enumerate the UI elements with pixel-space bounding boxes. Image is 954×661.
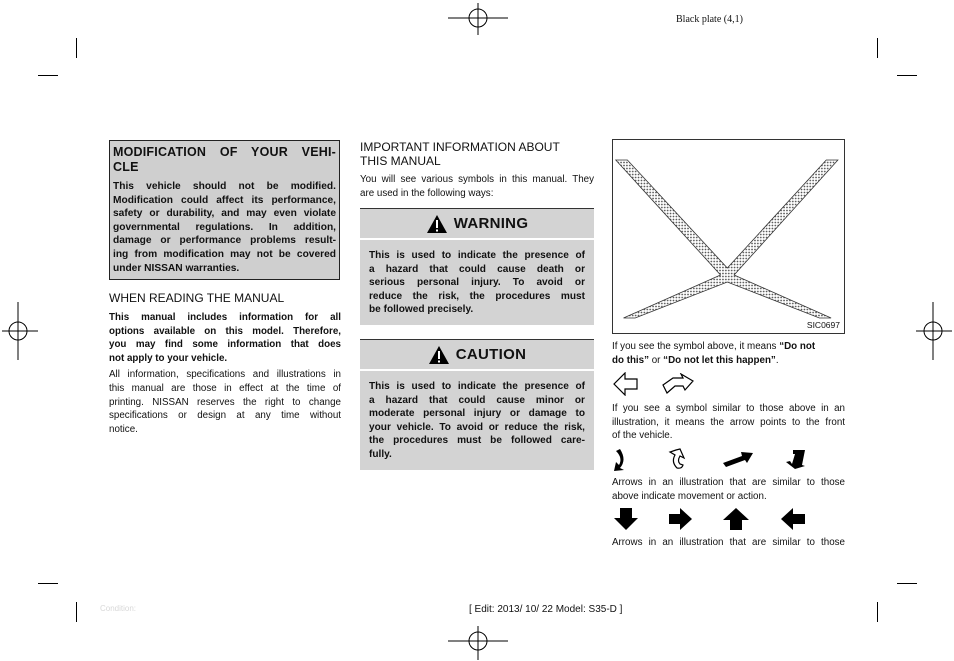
outline-left-arrow-icon xyxy=(613,372,639,396)
prohibition-figure xyxy=(612,139,845,334)
front-text: If you see a symbol similar to those above in an illustration, it means the arrow points to the front of the vehicle. xyxy=(612,403,845,442)
figure-code: SIC0697 xyxy=(806,320,840,330)
x-symbol-text: If you see the symbol above, it means “Do not do this” or “Do not let this happen”. xyxy=(612,341,816,366)
caution-box xyxy=(360,339,594,470)
bent-arrow-icon xyxy=(785,448,807,470)
modification-text: This vehicle should not be modified. Modification could affect its performance, safety or durability, and may even violate governmental regulations. In addition, damage or performance problems result- ing from modification may not be covered under NISSAN warranties. xyxy=(113,181,336,274)
last-line-text: Arrows in an illustration that are similar to those xyxy=(612,537,845,548)
warning-header xyxy=(360,208,594,240)
left-arrow-icon xyxy=(780,507,806,531)
caution-triangle-icon xyxy=(428,345,450,365)
condition-label: Condition: xyxy=(100,604,137,613)
caution-text: This is used to indicate the presence of a hazard that could cause minor or moderate personal injury or damage to your vehicle. To avoid or reduce the risk, the procedures must be followed care- fully. xyxy=(369,381,585,460)
warning-triangle-icon xyxy=(426,214,448,234)
crosshair-icon xyxy=(448,3,508,35)
reading-bold-text: This manual includes information for all options available on this model. Therefore, you may find some information that does not apply to your vehicle. xyxy=(109,312,341,364)
reading-body-text: All information, specifications and illustrations in this manual are those in effect at the time of printing. NISSAN reserves the right to change specifications or design at any time without notice. xyxy=(109,369,341,435)
warning-label: WARNING xyxy=(453,215,529,232)
caution-label: CAUTION xyxy=(455,346,527,363)
curved-arrow-left-icon xyxy=(613,448,633,472)
plate-label: Black plate (4,1) xyxy=(676,14,743,25)
reading-title: WHEN READING THE MANUAL xyxy=(109,291,285,305)
important-title: IMPORTANT INFORMATION ABOUT THIS MANUAL xyxy=(360,140,560,168)
crosshair-icon xyxy=(2,302,38,360)
crosshair-icon xyxy=(916,302,952,360)
crop-mark xyxy=(76,38,77,58)
outline-pointing-arrow-icon xyxy=(661,373,695,395)
caution-header xyxy=(360,339,594,371)
x-cross-icon xyxy=(613,140,844,333)
warning-box xyxy=(360,208,594,325)
diagonal-arrow-icon xyxy=(722,450,754,468)
up-arrow-icon xyxy=(722,507,750,531)
crop-mark xyxy=(897,75,917,76)
modification-box xyxy=(109,140,340,280)
important-section xyxy=(360,140,594,200)
crop-mark xyxy=(38,75,58,76)
crop-mark xyxy=(877,602,878,622)
crosshair-icon xyxy=(448,626,508,660)
movement-text: Arrows in an illustration that are similar to those above indicate movement or action. xyxy=(612,477,845,502)
down-arrow-icon xyxy=(613,507,639,531)
reading-section xyxy=(109,291,341,436)
warning-text: This is used to indicate the presence of a hazard that could cause death or serious personal injury. To avoid or reduce the risk, the procedures must be followed precisely. xyxy=(369,250,585,316)
important-intro: You will see various symbols in this manual. They are used in the following ways: xyxy=(360,174,594,199)
crop-mark xyxy=(38,583,58,584)
right-arrow-icon xyxy=(668,507,694,531)
modification-title: MODIFICATION OF YOUR VEHI- CLE xyxy=(113,145,336,174)
crop-mark xyxy=(877,38,878,58)
symbols-section xyxy=(612,340,845,367)
curved-arrow-right-icon xyxy=(667,448,687,472)
crop-mark xyxy=(76,602,77,622)
crop-mark xyxy=(897,583,917,584)
edit-info: [ Edit: 2013/ 10/ 22 Model: S35-D ] xyxy=(469,604,623,615)
